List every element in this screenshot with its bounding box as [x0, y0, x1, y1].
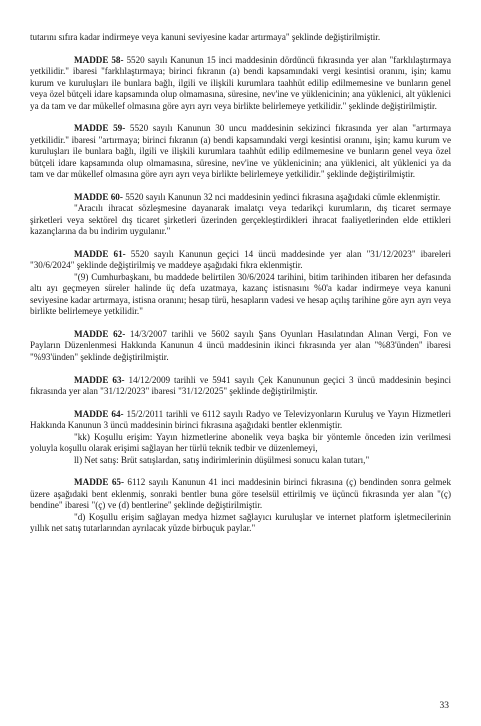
article-60-quote: "Aracılı ihracat sözleşmesine dayanarak imalatçı veya tedarikçi kurumların, dış ticaret sermaye şirketleri veya sektörel dış ticaret şirketleri üzerinden gerçekleştirdikleri ihracat faaliyetlerinden elde ettikleri kazançlarına da bu indirim uygulanır." [30, 203, 451, 237]
article-heading: MADDE 65- [74, 477, 125, 488]
article-text: 5520 sayılı Kanunun 32 nci maddesinin yedinci fıkrasına aşağıdaki cümle eklenmiştir. [125, 191, 441, 202]
article-62 [30, 329, 451, 363]
article-text: 14/12/2009 tarihli ve 5941 sayılı Çek Kanununun geçici 3 üncü maddesinin beşinci fıkrasında yer alan "31/12/2023" ibaresi "31/12/2025" şeklinde değiştirilmiştir. [30, 374, 451, 397]
article-heading: MADDE 59- [74, 123, 126, 134]
article-text: 5520 sayılı Kanunun geçici 14 üncü maddesinde yer alan "31/12/2023" ibareleri "30/6/2024" şeklinde değiştirilmiş ve maddeye aşağıdaki fıkra eklenmiştir. [30, 248, 452, 271]
article-60 [30, 192, 451, 238]
article-63-paragraph [30, 375, 451, 398]
article-60-paragraph [30, 192, 451, 203]
article-61 [30, 249, 451, 318]
intro-paragraph: tutarını sıfıra kadar indirmeye veya kanuni seviyesine kadar artırmaya" şeklinde değiştirilmiştir. [30, 32, 381, 42]
article-heading: MADDE 62- [74, 329, 126, 339]
article-text: 6112 sayılı Kanunun 41 inci maddesinin birinci fıkrasına (ç) bendinden sonra gelmek üzere aşağıdaki bent eklenmiş, sonraki bentler buna göre teselsül ettirilmiş ve üçüncü fıkrasında yer alan "(ç) bendine" ibaresi "(ç) ve (d) bentlerine" şeklinde değiştirilmiştir. [30, 477, 452, 511]
article-heading: MADDE 58- [74, 54, 124, 65]
article-61-paragraph [30, 249, 451, 272]
article-58-paragraph [30, 55, 451, 112]
article-65-quote: "d) Koşullu erişim sağlayan medya hizmet sağlayıcı kuruluşlar ve internet platform işletmecilerinin yıllık net satış tutarlarından ayrılacak yüzde birbuçuk paylar." [30, 511, 451, 534]
article-heading: MADDE 63- [74, 374, 125, 385]
article-heading: MADDE 64- [74, 408, 124, 419]
article-text: 5520 sayılı Kanunun 15 inci maddesinin dördüncü fıkrasında yer alan "farklılaştırmaya yetkilidir." ibaresi "farklılaştırmaya; birinci fıkranın (a) bendi kapsamındaki vergi kesintisi oranını, işin; kamu kurum ve kuruluşları ile bunlara bağlı, ilgili ve ilişkili kurumlara taahhüt edilip edilmemesine ve bunların genel veya özel bütçeli idare kapsamında olup olmamasına, süresine, nev'ine ve yüklenicinin; ana yüklenici, alt yüklenici ya da tam ve dar mükellef olmasına göre ayrı ayrı veya birlikte belirlemeye yetkilidir." şeklinde değiştirilmiştir. [30, 54, 452, 111]
article-heading: MADDE 61- [74, 248, 126, 259]
document-body [30, 32, 451, 546]
article-text: 5520 sayılı Kanunun 30 uncu maddesinin sekizinci fıkrasında yer alan "artırmaya yetkilidir." ibaresi "artırmaya; birinci fıkranın (a) bendi kapsamındaki vergi kesintisi oranını, işin; kamu kurum ve kuruluşları ile bunlara bağlı, ilgili ve ilişkili kurumlara taahhüt edilip edilmemesine ve bunların genel veya özel bütçeli idare kapsamında olup olmamasına, süresine, nev'ine ve yüklenicinin; ana yüklenici, alt yüklenici ya da tam ve dar mükellef olmasına göre ayrı ayrı veya birlikte belirlemeye yetkilidir." şeklinde değiştirilmiştir. [30, 123, 451, 180]
article-64-item-ll: ll) Net satış: Brüt satışlardan, satış indirimlerinin düşülmesi sonucu kalan tutarı," [74, 454, 370, 465]
article-63 [30, 375, 451, 398]
article-65 [30, 477, 451, 534]
article-heading: MADDE 60- [74, 191, 123, 202]
article-65-paragraph [30, 477, 451, 511]
article-58 [30, 55, 451, 112]
article-59 [30, 123, 451, 180]
article-text: 14/3/2007 tarihli ve 5602 sayılı Şans Oyunları Hasılatından Alınan Vergi, Fon ve Payların Düzenlenmesi Hakkında Kanunun 4 üncü maddesinin ikinci fıkrasında yer alan "%83'ünden" ibaresi "%93'ünden" şeklinde değiştirilmiştir. [30, 329, 452, 362]
article-62-paragraph [30, 329, 451, 363]
article-64-paragraph [30, 409, 451, 432]
article-text: 15/2/2011 tarihli ve 6112 sayılı Radyo ve Televizyonların Kuruluş ve Yayın Hizmetleri Hakkında Kanunun 3 üncü maddesinin birinci fıkrasına aşağıdaki bentler eklenmiştir. [30, 408, 452, 431]
article-59-paragraph [30, 123, 451, 180]
page-number: 33 [439, 701, 449, 711]
article-61-quote: "(9) Cumhurbaşkanı, bu maddede belirtilen 30/6/2024 tarihini, bitim tarihinden itibaren her defasında altı ayı geçmeyen süreler halinde üç defa uzatmaya, kazanç istisnasını %0'a kadar indirmeye veya kanuni seviyesine kadar artırmaya, istisna oranını; hesap türü, hesapların vadesi ve hesap açılış tarihine göre ayrı ayrı veya birlikte belirlemeye yetkilidir." [30, 271, 451, 317]
article-64-item-kk: "kk) Koşullu erişim: Yayın hizmetlerine abonelik veya başka bir yöntemle önceden izin verilmesi yoluyla koşullu olarak erişimi sağlayan her türlü teknik tedbir ve düzenlemeyi, [30, 431, 451, 454]
article-64 [30, 409, 451, 466]
